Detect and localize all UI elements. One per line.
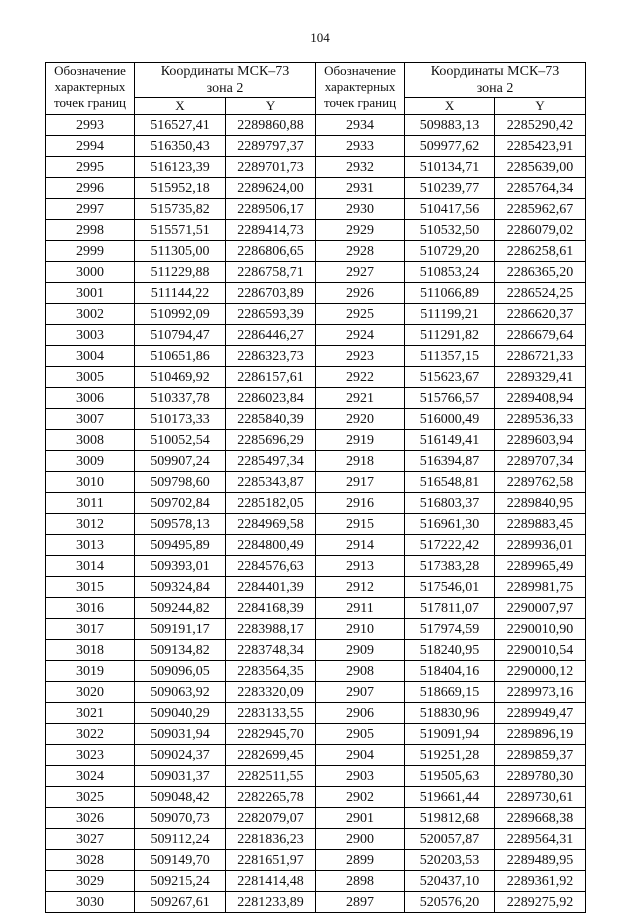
point-id-cell: 3028: [46, 850, 135, 871]
x-column-header: X: [135, 98, 226, 115]
x-value-cell: 509149,70: [135, 850, 226, 871]
table-row: [46, 262, 586, 283]
x-value-cell: 509024,37: [135, 745, 226, 766]
y-value-cell: 2285764,34: [495, 178, 586, 199]
x-value-cell: 520576,20: [405, 892, 495, 913]
y-value-cell: 2281233,89: [226, 892, 316, 913]
y-column-header: Y: [495, 98, 586, 115]
point-label-header: Обозначение характерных точек границ: [316, 63, 405, 115]
table-header: [46, 63, 586, 115]
x-value-cell: 509031,94: [135, 724, 226, 745]
x-value-cell: 511357,15: [405, 346, 495, 367]
point-id-cell: 3000: [46, 262, 135, 283]
y-value-cell: 2286620,37: [495, 304, 586, 325]
y-value-cell: 2284969,58: [226, 514, 316, 535]
table-row: [46, 325, 586, 346]
y-value-cell: 2289275,92: [495, 892, 586, 913]
point-id-cell: 3013: [46, 535, 135, 556]
point-id-cell: 3024: [46, 766, 135, 787]
y-value-cell: 2284401,39: [226, 577, 316, 598]
x-value-cell: 510794,47: [135, 325, 226, 346]
x-value-cell: 516527,41: [135, 115, 226, 136]
y-value-cell: 2286721,33: [495, 346, 586, 367]
x-value-cell: 509134,82: [135, 640, 226, 661]
point-id-cell: 2911: [316, 598, 405, 619]
x-value-cell: 520437,10: [405, 871, 495, 892]
x-value-cell: 509048,42: [135, 787, 226, 808]
point-id-cell: 2918: [316, 451, 405, 472]
x-value-cell: 511144,22: [135, 283, 226, 304]
x-value-cell: 510469,92: [135, 367, 226, 388]
y-value-cell: 2285343,87: [226, 472, 316, 493]
y-value-cell: 2285290,42: [495, 115, 586, 136]
table-row: [46, 304, 586, 325]
table-row: [46, 787, 586, 808]
y-value-cell: 2282265,78: [226, 787, 316, 808]
point-id-cell: 2931: [316, 178, 405, 199]
y-value-cell: 2289707,34: [495, 451, 586, 472]
table-row: [46, 829, 586, 850]
point-id-cell: 2903: [316, 766, 405, 787]
point-id-cell: 2908: [316, 661, 405, 682]
x-value-cell: 516394,87: [405, 451, 495, 472]
y-value-cell: 2286157,61: [226, 367, 316, 388]
point-id-cell: 3026: [46, 808, 135, 829]
y-value-cell: 2289701,73: [226, 157, 316, 178]
y-value-cell: 2289361,92: [495, 871, 586, 892]
y-value-cell: 2286323,73: [226, 346, 316, 367]
point-id-cell: 2924: [316, 325, 405, 346]
y-value-cell: 2289860,88: [226, 115, 316, 136]
point-id-cell: 2909: [316, 640, 405, 661]
y-value-cell: 2282079,07: [226, 808, 316, 829]
x-value-cell: 518830,96: [405, 703, 495, 724]
point-id-cell: 3005: [46, 367, 135, 388]
y-value-cell: 2285423,91: [495, 136, 586, 157]
table-row: [46, 514, 586, 535]
y-value-cell: 2283748,34: [226, 640, 316, 661]
coordinates-table: [45, 62, 586, 913]
x-value-cell: 516149,41: [405, 430, 495, 451]
point-id-cell: 3012: [46, 514, 135, 535]
table-row: [46, 850, 586, 871]
x-value-cell: 509883,13: [405, 115, 495, 136]
point-id-cell: 3018: [46, 640, 135, 661]
y-value-cell: 2283564,35: [226, 661, 316, 682]
y-value-cell: 2289936,01: [495, 535, 586, 556]
x-value-cell: 519091,94: [405, 724, 495, 745]
y-value-cell: 2289859,37: [495, 745, 586, 766]
x-value-cell: 510134,71: [405, 157, 495, 178]
y-value-cell: 2286524,25: [495, 283, 586, 304]
y-value-cell: 2286023,84: [226, 388, 316, 409]
y-value-cell: 2289965,49: [495, 556, 586, 577]
point-id-cell: 2927: [316, 262, 405, 283]
x-value-cell: 515952,18: [135, 178, 226, 199]
y-value-cell: 2289840,95: [495, 493, 586, 514]
y-value-cell: 2285962,67: [495, 199, 586, 220]
y-value-cell: 2289603,94: [495, 430, 586, 451]
x-value-cell: 509244,82: [135, 598, 226, 619]
x-value-cell: 515735,82: [135, 199, 226, 220]
point-id-cell: 2920: [316, 409, 405, 430]
point-id-cell: 3015: [46, 577, 135, 598]
table-row: [46, 535, 586, 556]
y-value-cell: 2285639,00: [495, 157, 586, 178]
table-row: [46, 745, 586, 766]
y-value-cell: 2289981,75: [495, 577, 586, 598]
x-value-cell: 509112,24: [135, 829, 226, 850]
point-id-cell: 2899: [316, 850, 405, 871]
point-id-cell: 2916: [316, 493, 405, 514]
table-row: [46, 136, 586, 157]
x-value-cell: 518240,95: [405, 640, 495, 661]
x-value-cell: 509578,13: [135, 514, 226, 535]
point-id-cell: 2900: [316, 829, 405, 850]
y-value-cell: 2286593,39: [226, 304, 316, 325]
point-id-cell: 3006: [46, 388, 135, 409]
y-value-cell: 2285696,29: [226, 430, 316, 451]
y-value-cell: 2289730,61: [495, 787, 586, 808]
x-value-cell: 510052,54: [135, 430, 226, 451]
point-id-cell: 3008: [46, 430, 135, 451]
x-column-header: X: [405, 98, 495, 115]
x-value-cell: 510992,09: [135, 304, 226, 325]
table-row: [46, 598, 586, 619]
point-id-cell: 3020: [46, 682, 135, 703]
point-id-cell: 2922: [316, 367, 405, 388]
y-value-cell: 2285497,34: [226, 451, 316, 472]
x-value-cell: 519251,28: [405, 745, 495, 766]
x-value-cell: 516548,81: [405, 472, 495, 493]
point-id-cell: 3019: [46, 661, 135, 682]
table-row: [46, 724, 586, 745]
x-value-cell: 510417,56: [405, 199, 495, 220]
x-value-cell: 516803,37: [405, 493, 495, 514]
point-id-cell: 3002: [46, 304, 135, 325]
point-id-cell: 3009: [46, 451, 135, 472]
point-id-cell: 3023: [46, 745, 135, 766]
table-row: [46, 409, 586, 430]
x-value-cell: 519661,44: [405, 787, 495, 808]
x-value-cell: 509215,24: [135, 871, 226, 892]
x-value-cell: 509267,61: [135, 892, 226, 913]
point-id-cell: 3007: [46, 409, 135, 430]
x-value-cell: 519505,63: [405, 766, 495, 787]
y-value-cell: 2289329,41: [495, 367, 586, 388]
point-id-cell: 3010: [46, 472, 135, 493]
point-id-cell: 2999: [46, 241, 135, 262]
table-row: [46, 283, 586, 304]
y-value-cell: 2285182,05: [226, 493, 316, 514]
x-value-cell: 510239,77: [405, 178, 495, 199]
x-value-cell: 511199,21: [405, 304, 495, 325]
x-value-cell: 510173,33: [135, 409, 226, 430]
table-row: [46, 766, 586, 787]
y-value-cell: 2286806,65: [226, 241, 316, 262]
table-row: [46, 619, 586, 640]
y-value-cell: 2286079,02: [495, 220, 586, 241]
y-value-cell: 2283320,09: [226, 682, 316, 703]
point-id-cell: 2998: [46, 220, 135, 241]
table-row: [46, 808, 586, 829]
point-id-cell: 2901: [316, 808, 405, 829]
y-value-cell: 2289762,58: [495, 472, 586, 493]
x-value-cell: 516000,49: [405, 409, 495, 430]
y-value-cell: 2284800,49: [226, 535, 316, 556]
y-value-cell: 2290010,54: [495, 640, 586, 661]
y-value-cell: 2282945,70: [226, 724, 316, 745]
y-value-cell: 2289414,73: [226, 220, 316, 241]
y-value-cell: 2289624,00: [226, 178, 316, 199]
y-value-cell: 2286446,27: [226, 325, 316, 346]
y-value-cell: 2286258,61: [495, 241, 586, 262]
y-value-cell: 2283133,55: [226, 703, 316, 724]
x-value-cell: 509907,24: [135, 451, 226, 472]
table-row: [46, 199, 586, 220]
table-row: [46, 346, 586, 367]
table-row: [46, 493, 586, 514]
x-value-cell: 515571,51: [135, 220, 226, 241]
x-value-cell: 509324,84: [135, 577, 226, 598]
x-value-cell: 511229,88: [135, 262, 226, 283]
x-value-cell: 516961,30: [405, 514, 495, 535]
point-id-cell: 3029: [46, 871, 135, 892]
point-id-cell: 3011: [46, 493, 135, 514]
y-value-cell: 2289973,16: [495, 682, 586, 703]
y-value-cell: 2290007,97: [495, 598, 586, 619]
x-value-cell: 520057,87: [405, 829, 495, 850]
coordinates-header: Координаты МСК–73 зона 2: [405, 63, 586, 98]
y-value-cell: 2289536,33: [495, 409, 586, 430]
x-value-cell: 520203,53: [405, 850, 495, 871]
point-id-cell: 2925: [316, 304, 405, 325]
table-row: [46, 178, 586, 199]
y-value-cell: 2286703,89: [226, 283, 316, 304]
y-value-cell: 2290010,90: [495, 619, 586, 640]
x-value-cell: 516123,39: [135, 157, 226, 178]
x-value-cell: 509702,84: [135, 493, 226, 514]
point-id-cell: 2926: [316, 283, 405, 304]
x-value-cell: 510651,86: [135, 346, 226, 367]
point-id-cell: 2917: [316, 472, 405, 493]
x-value-cell: 509495,89: [135, 535, 226, 556]
point-id-cell: 2898: [316, 871, 405, 892]
point-id-cell: 2910: [316, 619, 405, 640]
point-id-cell: 3021: [46, 703, 135, 724]
point-id-cell: 2913: [316, 556, 405, 577]
y-value-cell: 2281836,23: [226, 829, 316, 850]
x-value-cell: 517222,42: [405, 535, 495, 556]
x-value-cell: 509070,73: [135, 808, 226, 829]
table-row: [46, 220, 586, 241]
point-id-cell: 2996: [46, 178, 135, 199]
point-id-cell: 3016: [46, 598, 135, 619]
table-row: [46, 640, 586, 661]
y-value-cell: 2285840,39: [226, 409, 316, 430]
point-id-cell: 2933: [316, 136, 405, 157]
point-id-cell: 2905: [316, 724, 405, 745]
x-value-cell: 509393,01: [135, 556, 226, 577]
point-id-cell: 2929: [316, 220, 405, 241]
x-value-cell: 510532,50: [405, 220, 495, 241]
point-id-cell: 3001: [46, 283, 135, 304]
x-value-cell: 509191,17: [135, 619, 226, 640]
point-id-cell: 2995: [46, 157, 135, 178]
table-row: [46, 430, 586, 451]
y-value-cell: 2286758,71: [226, 262, 316, 283]
table-row: [46, 241, 586, 262]
y-value-cell: 2289489,95: [495, 850, 586, 871]
x-value-cell: 510337,78: [135, 388, 226, 409]
y-column-header: Y: [226, 98, 316, 115]
table-row: [46, 682, 586, 703]
point-id-cell: 2919: [316, 430, 405, 451]
table-row: [46, 451, 586, 472]
x-value-cell: 517383,28: [405, 556, 495, 577]
y-value-cell: 2281414,48: [226, 871, 316, 892]
point-id-cell: 3004: [46, 346, 135, 367]
x-value-cell: 509031,37: [135, 766, 226, 787]
table-row: [46, 115, 586, 136]
x-value-cell: 509096,05: [135, 661, 226, 682]
point-id-cell: 2906: [316, 703, 405, 724]
point-id-cell: 2928: [316, 241, 405, 262]
table-row: [46, 871, 586, 892]
x-value-cell: 510729,20: [405, 241, 495, 262]
table-row: [46, 556, 586, 577]
table-row: [46, 892, 586, 913]
point-id-cell: 3017: [46, 619, 135, 640]
y-value-cell: 2289896,19: [495, 724, 586, 745]
y-value-cell: 2289797,37: [226, 136, 316, 157]
table-body: [46, 115, 586, 913]
y-value-cell: 2282511,55: [226, 766, 316, 787]
y-value-cell: 2289506,17: [226, 199, 316, 220]
y-value-cell: 2289949,47: [495, 703, 586, 724]
point-id-cell: 2932: [316, 157, 405, 178]
x-value-cell: 509040,29: [135, 703, 226, 724]
point-id-cell: 2923: [316, 346, 405, 367]
point-id-cell: 2915: [316, 514, 405, 535]
point-id-cell: 2993: [46, 115, 135, 136]
point-id-cell: 2914: [316, 535, 405, 556]
table-row: [46, 388, 586, 409]
point-id-cell: 3014: [46, 556, 135, 577]
table-row: [46, 367, 586, 388]
y-value-cell: 2289668,38: [495, 808, 586, 829]
point-id-cell: 3030: [46, 892, 135, 913]
point-id-cell: 2897: [316, 892, 405, 913]
x-value-cell: 515623,67: [405, 367, 495, 388]
table-row: [46, 472, 586, 493]
x-value-cell: 517974,59: [405, 619, 495, 640]
point-id-cell: 2912: [316, 577, 405, 598]
x-value-cell: 510853,24: [405, 262, 495, 283]
x-value-cell: 511291,82: [405, 325, 495, 346]
x-value-cell: 516350,43: [135, 136, 226, 157]
x-value-cell: 509063,92: [135, 682, 226, 703]
table-row: [46, 157, 586, 178]
point-id-cell: 2907: [316, 682, 405, 703]
x-value-cell: 519812,68: [405, 808, 495, 829]
table-row: [46, 661, 586, 682]
y-value-cell: 2284168,39: [226, 598, 316, 619]
point-id-cell: 3025: [46, 787, 135, 808]
coordinates-header: Координаты МСК–73 зона 2: [135, 63, 316, 98]
y-value-cell: 2289780,30: [495, 766, 586, 787]
point-id-cell: 2997: [46, 199, 135, 220]
x-value-cell: 517811,07: [405, 598, 495, 619]
point-id-cell: 3022: [46, 724, 135, 745]
page-number: 104: [310, 30, 330, 45]
point-id-cell: 3027: [46, 829, 135, 850]
y-value-cell: 2289883,45: [495, 514, 586, 535]
y-value-cell: 2290000,12: [495, 661, 586, 682]
table-row: [46, 577, 586, 598]
y-value-cell: 2284576,63: [226, 556, 316, 577]
point-label-header: Обозначение характерных точек границ: [46, 63, 135, 115]
x-value-cell: 509798,60: [135, 472, 226, 493]
point-id-cell: 2902: [316, 787, 405, 808]
x-value-cell: 511066,89: [405, 283, 495, 304]
y-value-cell: 2286365,20: [495, 262, 586, 283]
point-id-cell: 2904: [316, 745, 405, 766]
y-value-cell: 2289408,94: [495, 388, 586, 409]
x-value-cell: 518669,15: [405, 682, 495, 703]
x-value-cell: 515766,57: [405, 388, 495, 409]
y-value-cell: 2283988,17: [226, 619, 316, 640]
x-value-cell: 518404,16: [405, 661, 495, 682]
x-value-cell: 511305,00: [135, 241, 226, 262]
point-id-cell: 2921: [316, 388, 405, 409]
y-value-cell: 2282699,45: [226, 745, 316, 766]
point-id-cell: 2930: [316, 199, 405, 220]
point-id-cell: 3003: [46, 325, 135, 346]
y-value-cell: 2286679,64: [495, 325, 586, 346]
point-id-cell: 2994: [46, 136, 135, 157]
x-value-cell: 509977,62: [405, 136, 495, 157]
y-value-cell: 2289564,31: [495, 829, 586, 850]
y-value-cell: 2281651,97: [226, 850, 316, 871]
x-value-cell: 517546,01: [405, 577, 495, 598]
table-row: [46, 703, 586, 724]
point-id-cell: 2934: [316, 115, 405, 136]
